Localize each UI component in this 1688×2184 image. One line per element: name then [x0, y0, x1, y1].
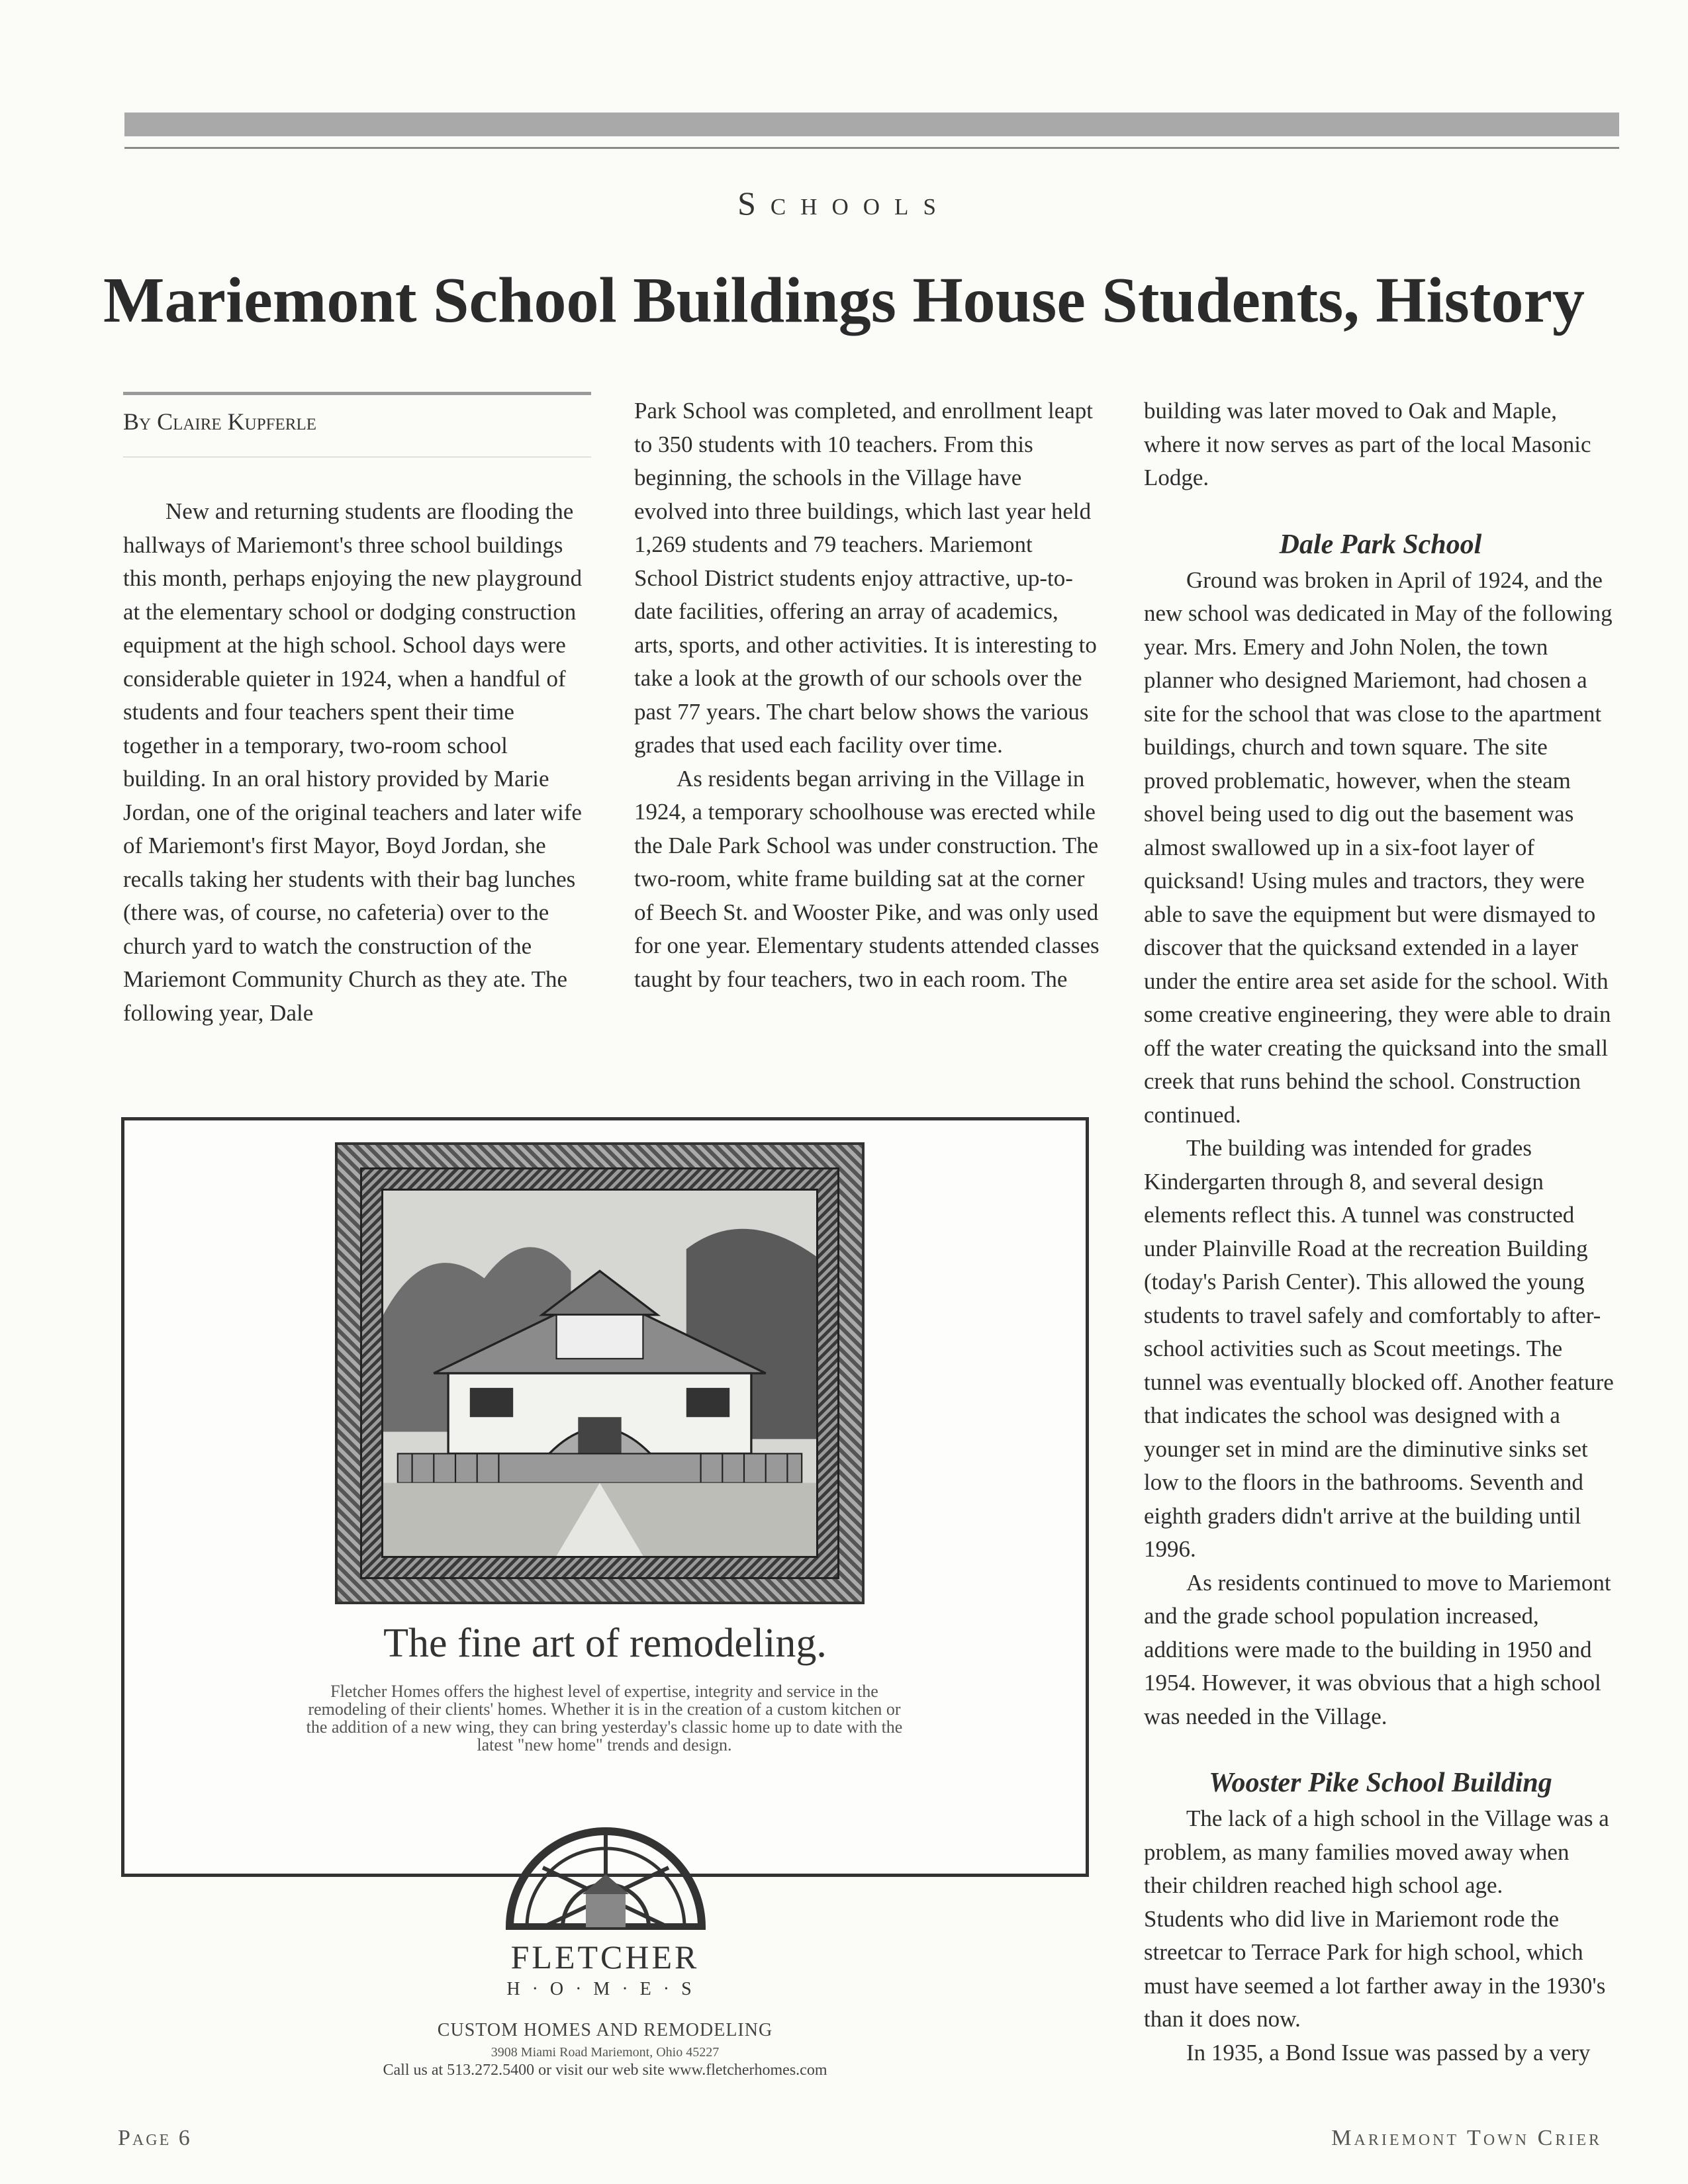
paragraph: The building was intended for grades Kindergarten through 8, and several design elements reflect this. A tunnel was constructed under Plainville Road at the recreation Building (today's Parish Center). This allowed the young students to travel safely and comfortably to after-school activities such as Scout meetings. The tunnel was eventually blocked off. Another feature that indicates the school was designed with a younger set in mind are the diminutive sinks set low to the floors in the bathrooms. Seventh and eighth graders didn't arrive at the building until 1996. [1144, 1135, 1614, 1562]
paragraph: Park School was completed, and enrollment leapt to 350 students with 10 teachers. From this beginning, the schools in the Village have evolved into three buildings, which last year held 1,269 students and 79 teachers. Mariemont School District students enjoy attractive, up-to-date facilities, offering an array of academics, arts, sports, and other activities. It is interesting to take a look at the growth of our schools over the past 77 years. The chart below shows the various grades that used each facility over time. [634, 398, 1097, 758]
house-illustration [381, 1189, 818, 1558]
section-label: Schools [737, 185, 951, 222]
subheading-dale-park: Dale Park School [1279, 529, 1482, 560]
paragraph: Students who did live in Mariemont rode the streetcar to Terrace Park for high school, which must have seemed a lot farther away in the 1930's than it does now. [1144, 1905, 1606, 2032]
paragraph: New and returning students are flooding the hallways of Mariemont's three school buildings this month, perhaps enjoying the new playground at the elementary school or dodging construction equipment at the high school. School days were considerable quieter in 1924, when a handful of students and four teachers spent their time together in a temporary, two-room school building. In an oral history provided by Marie Jordan, one of the original teachers and later wife of Mariemont's first Mayor, Boyd Jordan, she recalls taking her students with their bag lunches (there was, of course, no cafeteria) over to the church yard to watch the construction of the Mariemont Community Church as they ate. The following year, Dale [123, 498, 583, 1026]
ad-tagline: CUSTOM HOMES AND REMODELING [437, 2020, 773, 2040]
paragraph: The lack of a high school in the Village was a problem, as many families moved away when their children reached high school age. [1144, 1805, 1609, 1898]
ad-body-text: Fletcher Homes offers the highest level of expertise, integrity and service in the remodeling of their clients' homes. Whether it is in the creation of a custom kitchen or the addition of a new wing, they can bring yesterday's classic home up to date with the latest "new home" trends and design. [306, 1682, 903, 1754]
fletcher-homes-logo-icon [503, 1821, 708, 1930]
page-number: Page 6 [118, 2126, 192, 2150]
paragraph: Ground was broken in April of 1924, and the new school was dedicated in May of the following year. Mrs. Emery and John Nolen, the town planner who designed Mariemont, had chosen a site for the school that was close to the apartment buildings, church and town square. The site proved problematic, however, when the steam shovel being used to dig out the basement was almost swallowed up in a six-foot layer of quicksand! Using mules and tractors, they were able to save the equipment but were dismayed to discover that the quicksand extended in a layer under the entire area set aside for the school. With some creative engineering, they were able to drain off the water creating the quicksand into the small creek that runs behind the school. Construction continued. [1144, 567, 1613, 1128]
paragraph: building was later moved to Oak and Maple, where it now serves as part of the local Masonic Lodge. [1144, 398, 1591, 490]
article-column-1 [123, 495, 586, 1030]
article-column-2 [634, 394, 1100, 996]
publication-name: Mariemont Town Crier [1331, 2126, 1602, 2150]
subheading-wooster-pike: Wooster Pike School Building [1209, 1768, 1552, 1798]
header-rule [124, 147, 1619, 149]
header-bar [124, 113, 1619, 136]
ad-address: 3908 Miami Road Mariemont, Ohio 45227 [491, 2045, 720, 2060]
ad-headline: The fine art of remodeling. [383, 1621, 827, 1666]
brand-subtitle: H·O·M·E·S [506, 1979, 704, 1999]
byline-rule [123, 392, 591, 395]
article-headline: Mariemont School Buildings House Students, History [103, 265, 1585, 336]
byline: By Claire Kupferle [123, 408, 317, 435]
paragraph: As residents began arriving in the Village in 1924, a temporary schoolhouse was erected while the Dale Park School was under construction. The two-room, white frame building sat at the corner of Beech St. and Wooster Pike, and was only used for one year. Elementary students attended classes taught by four teachers, two in each room. The [634, 765, 1100, 992]
article-column-3 [1144, 394, 1617, 2070]
paragraph: In 1935, a Bond Issue was passed by a very [1186, 2039, 1591, 2066]
ad-contact: Call us at 513.272.5400 or visit our web site www.fletcherhomes.com [383, 2062, 827, 2079]
house-drawing [383, 1191, 816, 1556]
brand-name: FLETCHER [510, 1938, 700, 1976]
paragraph: As residents continued to move to Mariemont and the grade school population increased, additions were made to the building in 1950 and 1954. However, it was obvious that a high school was needed in the Village. [1144, 1569, 1611, 1729]
framed-house-image [335, 1142, 865, 1604]
